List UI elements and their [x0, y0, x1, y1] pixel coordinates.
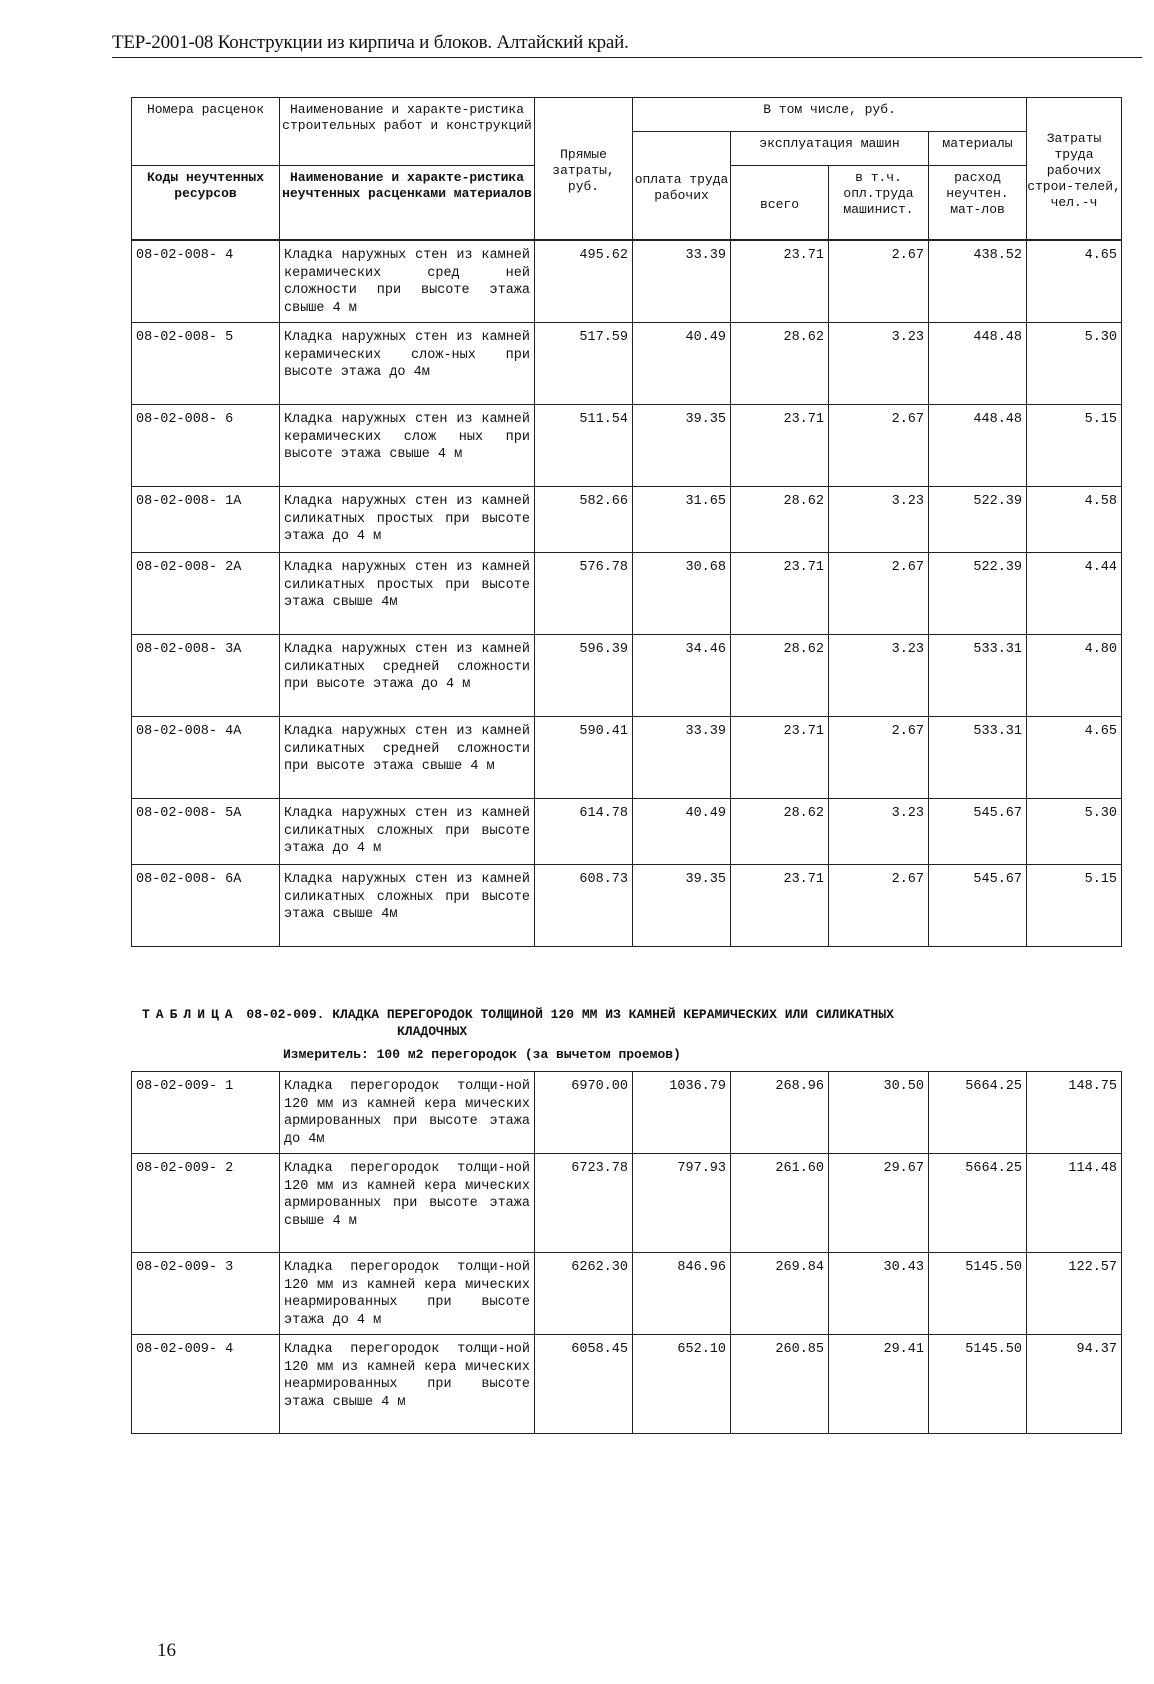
table-row	[132, 241, 1122, 323]
header-rule	[112, 57, 1142, 58]
column-header-table	[131, 97, 1122, 240]
materials-cost-cell: 438.52	[929, 241, 1027, 323]
work-name-cell: Кладка наружных стен из камней керамических слож ных при высоте этажа свыше 4 м	[280, 405, 535, 487]
work-name-cell: Кладка наружных стен из камней силикатных сложных при высоте этажа до 4 м	[280, 799, 535, 865]
machine-operators-pay-cell: 2.67	[829, 241, 929, 323]
labor-hours-cell: 94.37	[1027, 1335, 1122, 1434]
machines-total-cell: 269.84	[731, 1253, 829, 1335]
table-row	[132, 717, 1122, 799]
materials-cost-cell: 5145.50	[929, 1253, 1027, 1335]
direct-cost-cell: 576.78	[535, 553, 633, 635]
table-row	[132, 799, 1122, 865]
rate-code-cell: 08-02-008- 5	[132, 323, 280, 405]
labor-hours-cell: 4.65	[1027, 717, 1122, 799]
machines-total-cell: 23.71	[731, 241, 829, 323]
col-labor-hours: Затраты труда рабочих строи-телей, чел.-ч	[1027, 98, 1122, 240]
labor-pay-cell: 797.93	[633, 1154, 731, 1253]
table-row	[132, 553, 1122, 635]
col-materials: материалы	[929, 132, 1027, 166]
col-resource-codes: Коды неучтенных ресурсов	[132, 166, 280, 240]
machines-total-cell: 23.71	[731, 405, 829, 487]
page-number: 16	[157, 1640, 176, 1661]
direct-cost-cell: 6723.78	[535, 1154, 633, 1253]
direct-cost-cell: 495.62	[535, 241, 633, 323]
work-name-cell: Кладка перегородок толщи-ной 120 мм из камней кера мических армированных при высоте этажа свыше 4 м	[280, 1154, 535, 1253]
machines-total-cell: 23.71	[731, 717, 829, 799]
labor-pay-cell: 34.46	[633, 635, 731, 717]
col-machines-total: всего	[731, 166, 829, 240]
work-name-cell: Кладка наружных стен из камней силикатных простых при высоте этажа свыше 4м	[280, 553, 535, 635]
materials-cost-cell: 545.67	[929, 865, 1027, 947]
materials-cost-cell: 533.31	[929, 717, 1027, 799]
machines-total-cell: 260.85	[731, 1335, 829, 1434]
labor-pay-cell: 39.35	[633, 405, 731, 487]
work-name-cell: Кладка перегородок толщи-ной 120 мм из камней кера мических неармированных при высоте этажа свыше 4 м	[280, 1335, 535, 1434]
table-row	[132, 635, 1122, 717]
col-machines: эксплуатация машин	[731, 132, 929, 166]
table-title: 08-02-009. КЛАДКА ПЕРЕГОРОДОК ТОЛЩИНОЙ 120 ММ ИЗ КАМНЕЙ КЕРАМИЧЕСКИХ ИЛИ СИЛИКАТНЫХ	[246, 1007, 894, 1022]
rate-code-cell: 08-02-009- 2	[132, 1154, 280, 1253]
table-08-02-009	[131, 1071, 1122, 1434]
rate-code-cell: 08-02-008- 3А	[132, 635, 280, 717]
direct-cost-cell: 608.73	[535, 865, 633, 947]
materials-cost-cell: 448.48	[929, 405, 1027, 487]
labor-hours-cell: 4.80	[1027, 635, 1122, 717]
machine-operators-pay-cell: 2.67	[829, 405, 929, 487]
table-row	[132, 1335, 1122, 1434]
rate-code-cell: 08-02-008- 6А	[132, 865, 280, 947]
materials-cost-cell: 533.31	[929, 635, 1027, 717]
machine-operators-pay-cell: 2.67	[829, 865, 929, 947]
work-name-cell: Кладка наружных стен из камней силикатных средней сложности при высоте этажа свыше 4 м	[280, 717, 535, 799]
rate-code-cell: 08-02-009- 3	[132, 1253, 280, 1335]
machines-total-cell: 28.62	[731, 635, 829, 717]
machine-operators-pay-cell: 3.23	[829, 323, 929, 405]
work-name-cell: Кладка наружных стен из камней силикатных сложных при высоте этажа свыше 4м	[280, 865, 535, 947]
direct-cost-cell: 6970.00	[535, 1072, 633, 1154]
table-08-02-008	[131, 240, 1122, 947]
rate-code-cell: 08-02-008- 2А	[132, 553, 280, 635]
work-name-cell: Кладка наружных стен из камней керамических слож-ных при высоте этажа до 4м	[280, 323, 535, 405]
machine-operators-pay-cell: 2.67	[829, 553, 929, 635]
machine-operators-pay-cell: 2.67	[829, 717, 929, 799]
labor-pay-cell: 30.68	[633, 553, 731, 635]
direct-cost-cell: 582.66	[535, 487, 633, 553]
labor-hours-cell: 122.57	[1027, 1253, 1122, 1335]
rate-code-cell: 08-02-008- 4А	[132, 717, 280, 799]
materials-cost-cell: 5145.50	[929, 1335, 1027, 1434]
table-label: ТАБЛИЦА	[142, 1007, 239, 1022]
machines-total-cell: 28.62	[731, 487, 829, 553]
table-row	[132, 323, 1122, 405]
machines-total-cell: 261.60	[731, 1154, 829, 1253]
work-name-cell: Кладка наружных стен из камней керамических сред ней сложности при высоте этажа свыше 4 м	[280, 241, 535, 323]
table-row	[132, 1154, 1122, 1253]
direct-cost-cell: 590.41	[535, 717, 633, 799]
work-name-cell: Кладка наружных стен из камней силикатных средней сложности при высоте этажа до 4 м	[280, 635, 535, 717]
machines-total-cell: 28.62	[731, 799, 829, 865]
col-including: В том числе, руб.	[633, 98, 1027, 132]
table-row	[132, 487, 1122, 553]
machines-total-cell: 28.62	[731, 323, 829, 405]
labor-pay-cell: 40.49	[633, 323, 731, 405]
machines-total-cell: 23.71	[731, 553, 829, 635]
table-row	[132, 405, 1122, 487]
materials-cost-cell: 5664.25	[929, 1154, 1027, 1253]
col-machines-operators: в т.ч. опл.труда машинист.	[829, 166, 929, 240]
labor-pay-cell: 1036.79	[633, 1072, 731, 1154]
machines-total-cell: 268.96	[731, 1072, 829, 1154]
col-work-name: Наименование и характе-ристика строительных работ и конструкций	[280, 98, 535, 166]
col-materials-consumption: расход неучтен. мат-лов	[929, 166, 1027, 240]
direct-cost-cell: 6058.45	[535, 1335, 633, 1434]
materials-cost-cell: 448.48	[929, 323, 1027, 405]
rate-code-cell: 08-02-009- 1	[132, 1072, 280, 1154]
page-header: ТЕР-2001-08 Конструкции из кирпича и блоков. Алтайский край.	[112, 32, 629, 53]
labor-pay-cell: 652.10	[633, 1335, 731, 1434]
machine-operators-pay-cell: 29.67	[829, 1154, 929, 1253]
labor-hours-cell: 4.44	[1027, 553, 1122, 635]
direct-cost-cell: 517.59	[535, 323, 633, 405]
col-rate-number: Номера расценок	[132, 98, 280, 166]
direct-cost-cell: 614.78	[535, 799, 633, 865]
rate-code-cell: 08-02-009- 4	[132, 1335, 280, 1434]
table-row	[132, 1072, 1122, 1154]
labor-pay-cell: 39.35	[633, 865, 731, 947]
work-name-cell: Кладка перегородок толщи-ной 120 мм из камней кера мических армированных при высоте этажа до 4м	[280, 1072, 535, 1154]
machines-total-cell: 23.71	[731, 865, 829, 947]
labor-pay-cell: 33.39	[633, 241, 731, 323]
machine-operators-pay-cell: 3.23	[829, 487, 929, 553]
labor-hours-cell: 5.30	[1027, 323, 1122, 405]
table-measure: Измеритель: 100 м2 перегородок (за вычетом проемов)	[283, 1047, 681, 1062]
table-title-line2: КЛАДОЧНЫХ	[397, 1024, 468, 1039]
rate-code-cell: 08-02-008- 5А	[132, 799, 280, 865]
col-unaccounted-name: Наименование и характе-ристика неучтенных расценками материалов	[280, 166, 535, 240]
labor-pay-cell: 33.39	[633, 717, 731, 799]
labor-pay-cell: 846.96	[633, 1253, 731, 1335]
labor-hours-cell: 5.15	[1027, 405, 1122, 487]
work-name-cell: Кладка перегородок толщи-ной 120 мм из камней кера мических неармированных при высоте этажа до 4 м	[280, 1253, 535, 1335]
rate-code-cell: 08-02-008- 6	[132, 405, 280, 487]
labor-hours-cell: 148.75	[1027, 1072, 1122, 1154]
labor-pay-cell: 31.65	[633, 487, 731, 553]
table-row	[132, 865, 1122, 947]
direct-cost-cell: 511.54	[535, 405, 633, 487]
machine-operators-pay-cell: 30.50	[829, 1072, 929, 1154]
machine-operators-pay-cell: 30.43	[829, 1253, 929, 1335]
materials-cost-cell: 522.39	[929, 487, 1027, 553]
col-direct-cost: Прямые затраты, руб.	[535, 98, 633, 240]
machine-operators-pay-cell: 3.23	[829, 635, 929, 717]
labor-hours-cell: 5.15	[1027, 865, 1122, 947]
machine-operators-pay-cell: 29.41	[829, 1335, 929, 1434]
table-row	[132, 1253, 1122, 1335]
table-caption	[142, 1006, 1102, 1040]
direct-cost-cell: 6262.30	[535, 1253, 633, 1335]
materials-cost-cell: 5664.25	[929, 1072, 1027, 1154]
machine-operators-pay-cell: 3.23	[829, 799, 929, 865]
direct-cost-cell: 596.39	[535, 635, 633, 717]
labor-pay-cell: 40.49	[633, 799, 731, 865]
col-labor-pay: оплата труда рабочих	[633, 132, 731, 240]
materials-cost-cell: 522.39	[929, 553, 1027, 635]
labor-hours-cell: 114.48	[1027, 1154, 1122, 1253]
materials-cost-cell: 545.67	[929, 799, 1027, 865]
rate-code-cell: 08-02-008- 1А	[132, 487, 280, 553]
labor-hours-cell: 4.65	[1027, 241, 1122, 323]
labor-hours-cell: 4.58	[1027, 487, 1122, 553]
rate-code-cell: 08-02-008- 4	[132, 241, 280, 323]
labor-hours-cell: 5.30	[1027, 799, 1122, 865]
work-name-cell: Кладка наружных стен из камней силикатных простых при высоте этажа до 4 м	[280, 487, 535, 553]
